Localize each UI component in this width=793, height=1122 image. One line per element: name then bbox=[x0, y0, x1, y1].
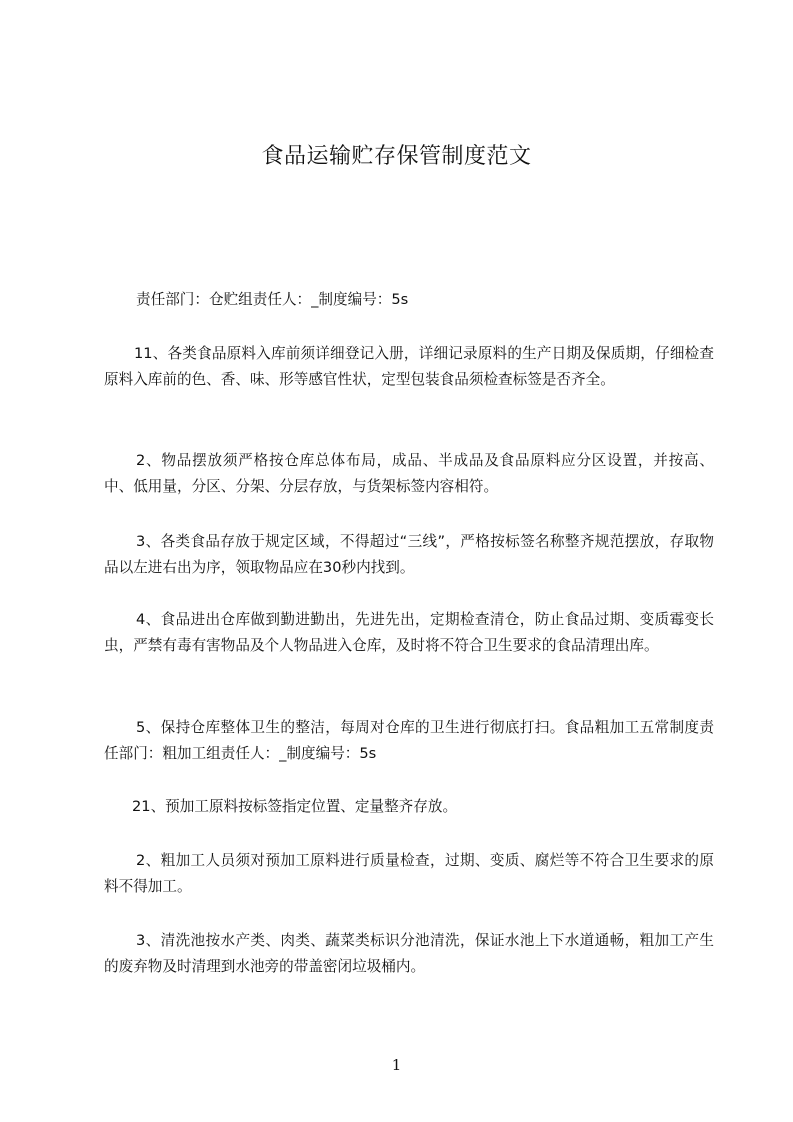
paragraph: 5、保持仓库整体卫生的整洁，每周对仓库的卫生进行彻底打扫。食品粗加工五常制度责任部门：粗加工组责任人：_制度编号：5s bbox=[104, 719, 714, 762]
page-number: 1 bbox=[391, 1056, 402, 1074]
paragraph: 2、物品摆放须严格按仓库总体布局，成品、半成品及食品原料应分区设置，并按高、中、低用量，分区、分架、分层存放，与货架标签内容相符。 bbox=[104, 452, 714, 495]
responsibility-line: 责任部门：仓贮组责任人：_制度编号：5s bbox=[136, 291, 409, 308]
paragraph: 2、粗加工人员须对预加工原料进行质量检查，过期、变质、腐烂等不符合卫生要求的原料不得加工。 bbox=[104, 852, 714, 895]
paragraph: 3、清洗池按水产类、肉类、蔬菜类标识分池清洗，保证水池上下水道通畅，粗加工产生的废弃物及时清理到水池旁的带盖密闭垃圾桶内。 bbox=[104, 932, 714, 975]
document-title: 食品运输贮存保管制度范文 bbox=[261, 144, 532, 169]
paragraph: 11、各类食品原料入库前须详细登记入册，详细记录原料的生产日期及保质期，仔细检查原料入库前的色、香、味、形等感官性状，定型包装食品须检查标签是否齐全。 bbox=[104, 345, 714, 388]
paragraph: 4、食品进出仓库做到勤进勤出，先进先出，定期检查清仓，防止食品过期、变质霉变长虫，严禁有毒有害物品及个人物品进入仓库，及时将不符合卫生要求的食品清理出库。 bbox=[104, 611, 714, 654]
paragraph: 21、预加工原料按标签指定位置、定量整齐存放。 bbox=[132, 798, 458, 815]
paragraph: 3、各类食品存放于规定区域，不得超过“三线”，严格按标签名称整齐规范摆放，存取物品以左进右出为序，领取物品应在30秒内找到。 bbox=[104, 533, 714, 576]
